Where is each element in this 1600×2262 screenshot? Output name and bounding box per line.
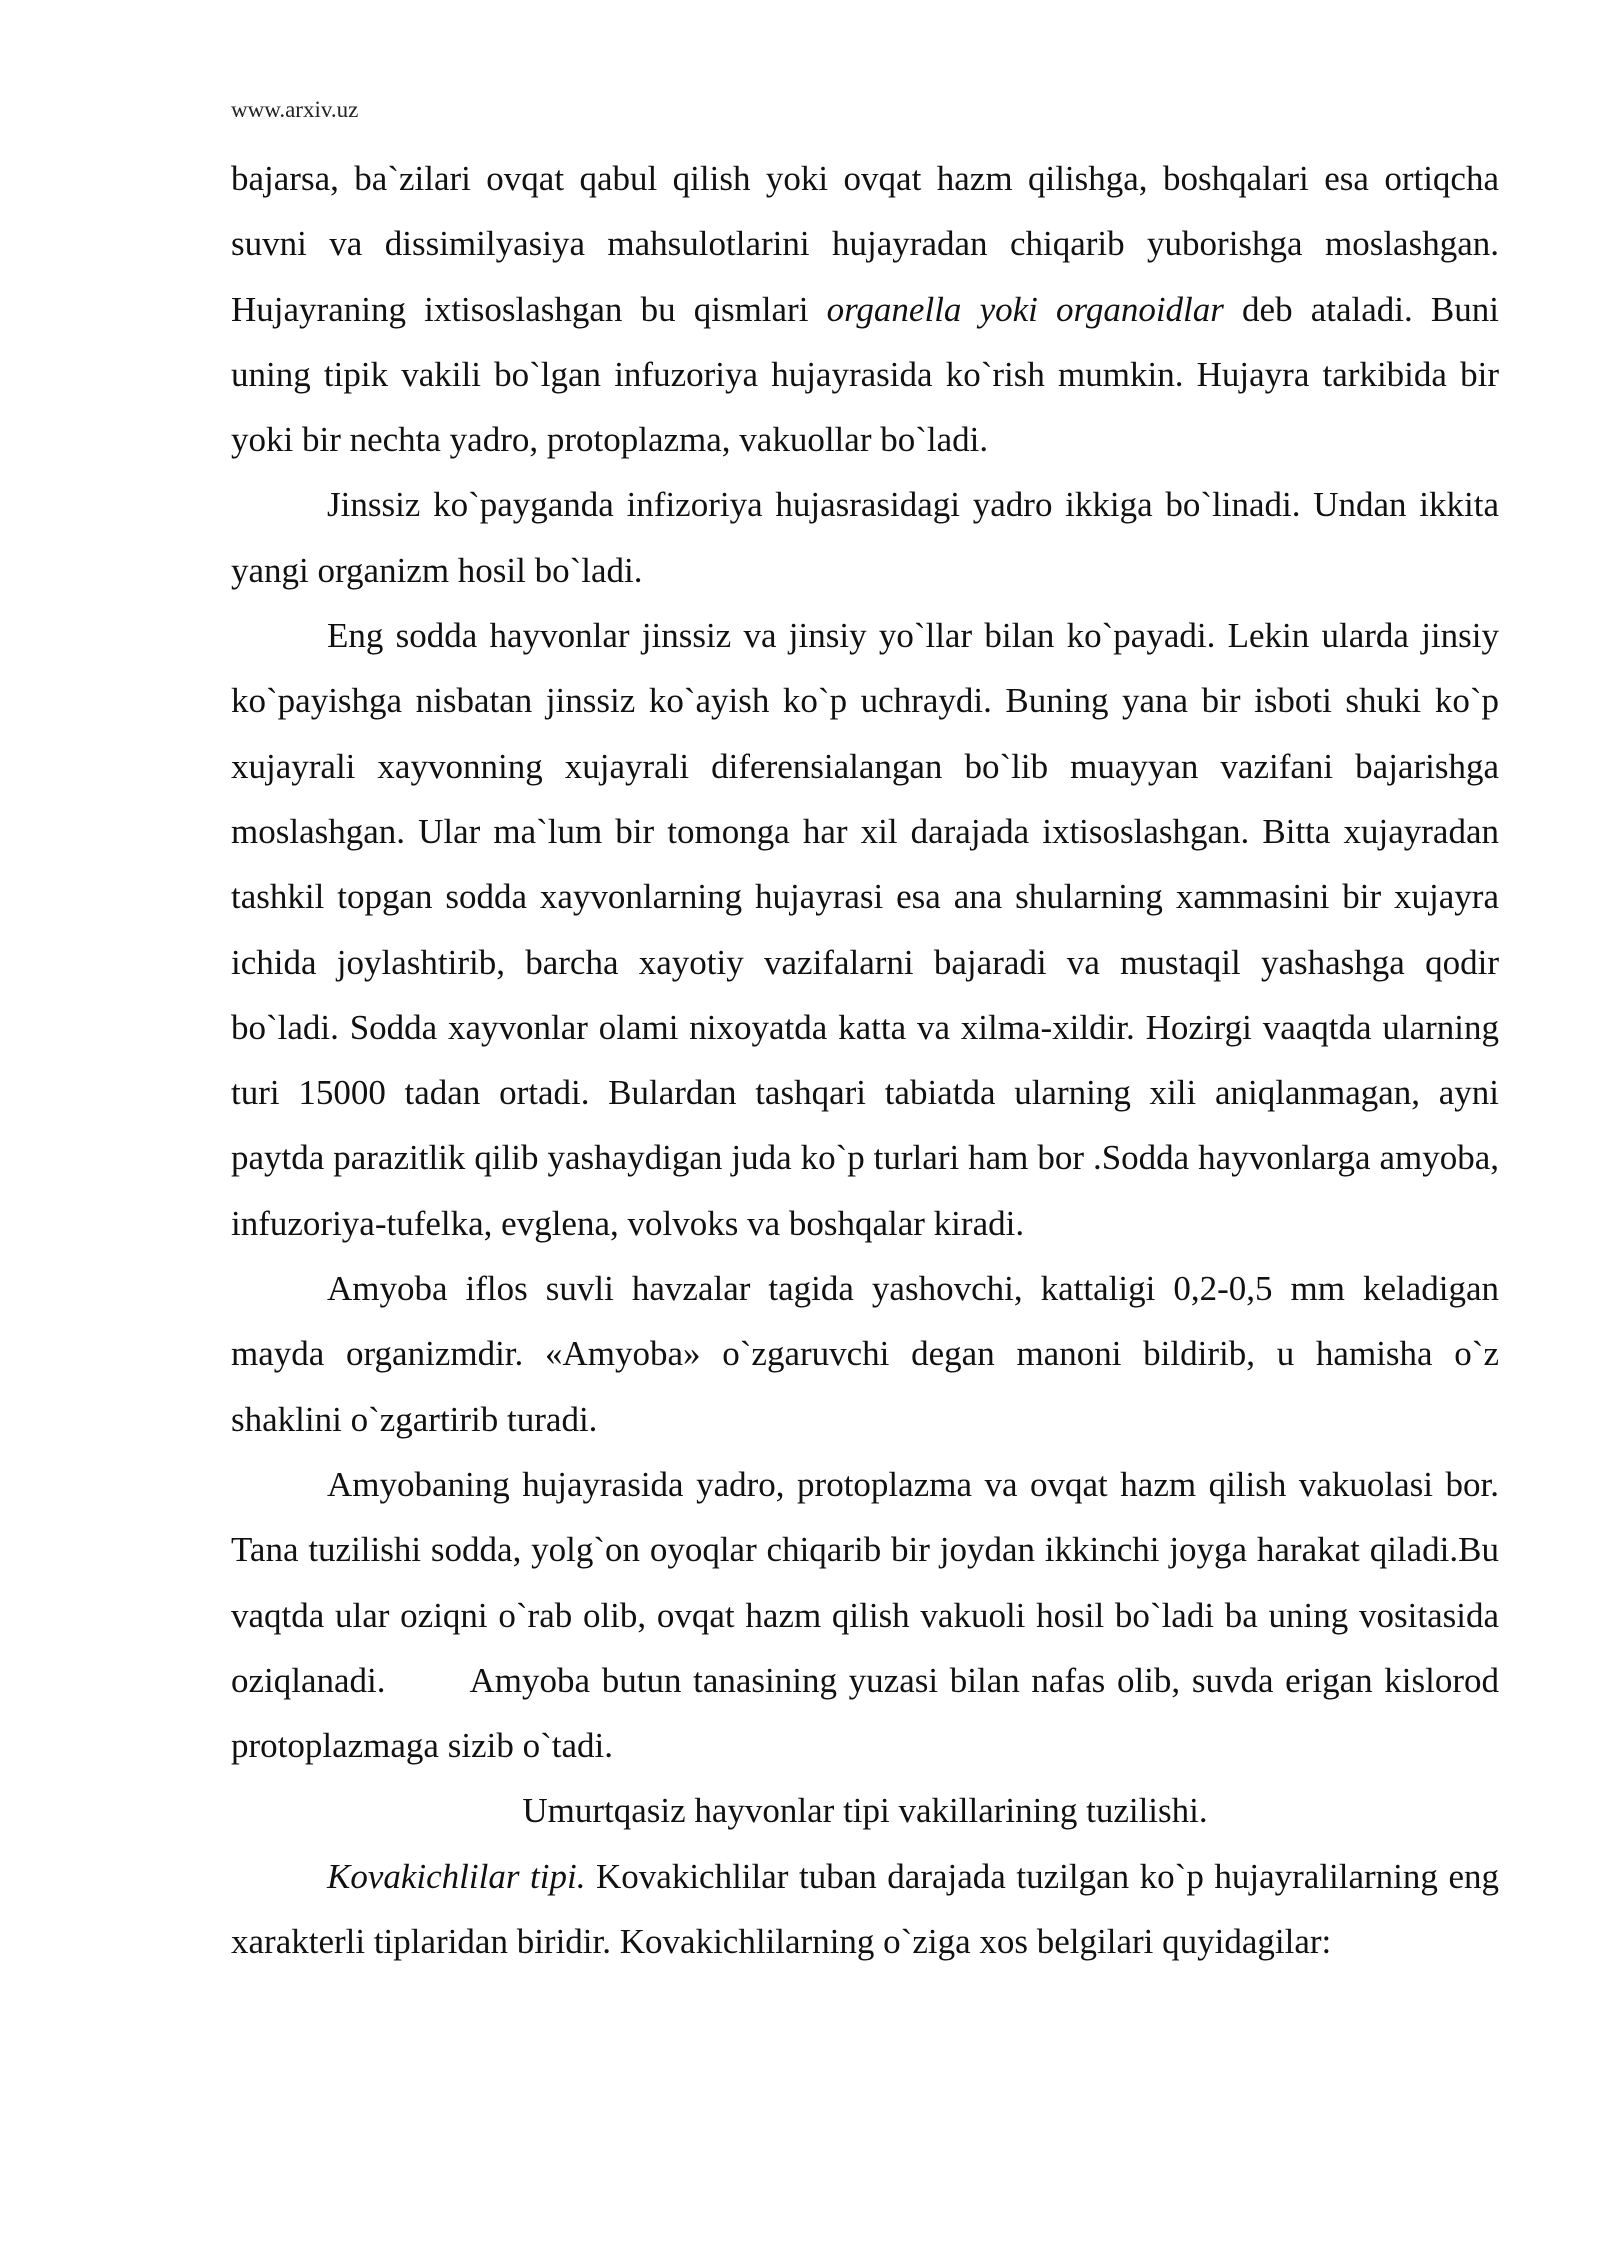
paragraph-coelenterates-text: Kovakichlilar tuban darajada tuzilgan ko`p hujayralilarning eng xarakterli tiplaridan biridir. Kovakichlilarning o`ziga xos belgilari quyidagilar:: [231, 1856, 1499, 1962]
paragraph-organelles-text-1: bajarsa, ba`zilari ovqat qabul qilish yoki ovqat hazm qilishga, boshqalari esa ortiqcha suvni va dissimilyasiya mahsulotlarini hujayradan chiqarib yuborishga moslashgan. Hujayraning ixtisoslashgan bu qismlari: [231, 159, 1499, 329]
paragraph-amoeba-structure-text-2: Amyoba butun tanasining yuzasi bilan nafas olib, suvda erigan kislorod protoplazmaga sizib o`tadi.: [231, 1660, 1499, 1766]
paragraph-protozoa-reproduction: Eng sodda hayvonlar jinssiz va jinsiy yo`llar bilan ko`payadi. Lekin ularda jinsiy ko`payishga nisbatan jinssiz ko`ayish ko`p uchraydi. Buning yana bir isboti shuki ko`p xujayrali xayvonning xujayrali diferensialangan bo`lib muayyan vazifani bajarishga moslashgan. Ular ma`lum bir tomonga har xil darajada ixtisoslashgan. Bitta xujayradan tashkil topgan sodda xayvonlarning hujayrasi esa ana shularning xammasini bir xujayra ichida joylashtirib, barcha xayotiy vazifalarni bajaradi va mustaqil yashashga qodir bo`ladi. Sodda xayvonlar olami nixoyatda katta va xilma-xildir. Hozirgi vaaqtda ularning turi 15000 tadan ortadi. Bulardan tashqari tabiatda ularning xili aniqlanmagan, ayni paytda parazitlik qilib yashaydigan juda ko`p turlari ham bor .Sodda hayvonlarga amyoba, infuzoriya-tufelka, evglena, volvoks va boshqalar kiradi.: [231, 616, 1499, 1243]
section-heading: Umurtqasiz hayvonlar tipi vakillarining tuzilishi.: [522, 1791, 1208, 1831]
paragraph-amoeba-structure: [231, 1452, 1499, 1778]
paragraph-amoeba-structure-text-1: Amyobaning hujayrasida yadro, protoplazma va ovqat hazm qilish vakuolasi bor. Tana tuzilishi sodda, yolg`on oyoqlar chiqarib bir joydan ikkinchi joyga harakat qiladi.Bu vaqtda ular oziqni o`rab olib, ovqat hazm qilish vakuoli hosil bo`ladi ba uning vositasida oziqlanadi.: [231, 1464, 1499, 1700]
term-organella: organella yoki organoidlar: [826, 289, 1224, 329]
paragraph-organelles: [231, 146, 1499, 472]
paragraph-asexual-division: Jinssiz ko`payganda infizoriya hujasrasidagi yadro ikkiga bo`linadi. Undan ikkita yangi organizm hosil bo`ladi.: [231, 485, 1499, 590]
paragraph-coelenterates: [231, 1844, 1499, 1975]
site-url: www.arxiv.uz: [231, 97, 359, 122]
document-body: [231, 146, 1499, 1974]
paragraph-amoeba-intro: Amyoba iflos suvli havzalar tagida yashovchi, kattaligi 0,2-0,5 mm keladigan mayda organizmdir. «Amyoba» o`zgaruvchi degan manoni bildirib, u hamisha o`z shaklini o`zgartirib turadi.: [231, 1269, 1499, 1439]
term-coelenterates: Kovakichlilar tipi.: [327, 1856, 586, 1896]
paragraph-organelles-text-2: deb ataladi. Buni uning tipik vakili bo`lgan infuzoriya hujayrasida ko`rish mumkin. Hujayra tarkibida bir yoki bir nechta yadro, protoplazma, vakuollar bo`ladi.: [231, 289, 1499, 460]
